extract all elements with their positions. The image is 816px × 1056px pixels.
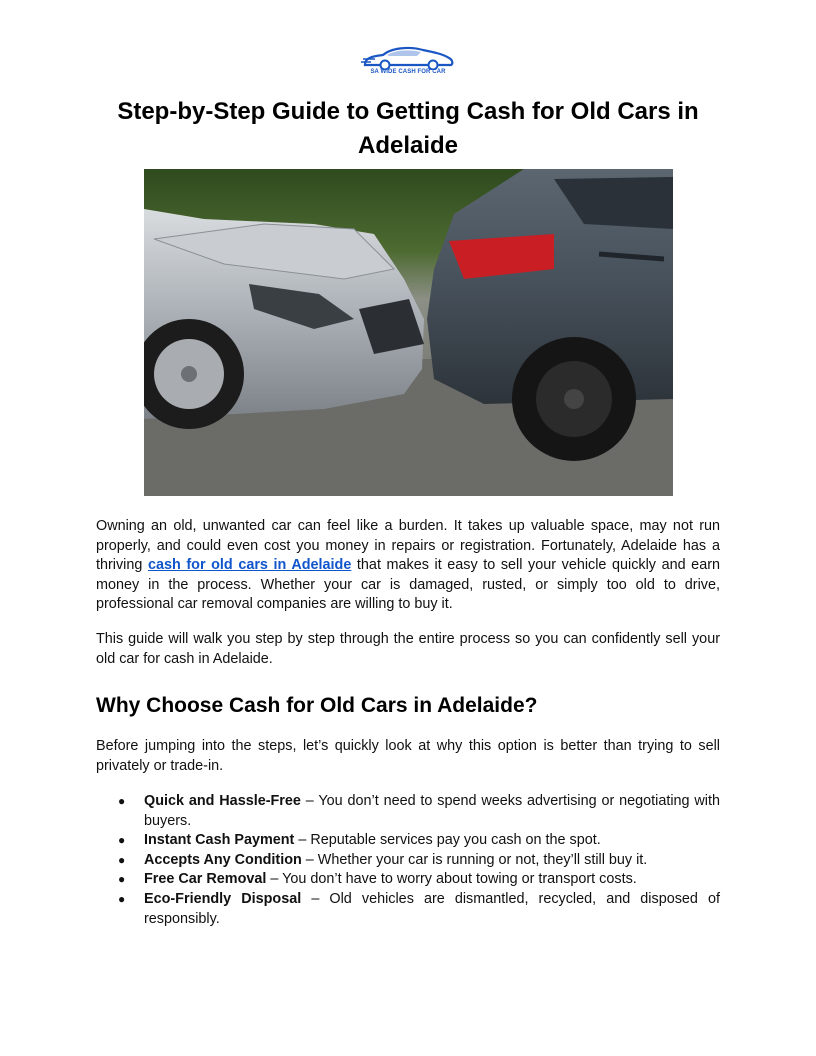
guide-paragraph: This guide will walk you step by step through the entire process so you can confidently sell your old car for cash in Adelaide. <box>96 631 720 667</box>
hero-image-crashed-cars <box>144 169 673 496</box>
intro-paragraph <box>96 517 720 615</box>
bullet-term: Free Car Removal <box>144 871 267 888</box>
intro-text-end: that makes it easy to sell your vehicle quickly and earn money in the process. Whether your car is damaged, rusted, or simply too old to drive, professional car removal companies are willing to buy it. <box>96 557 720 613</box>
bullet-term: Instant Cash Payment <box>144 832 295 849</box>
bullet-term: Eco-Friendly Disposal <box>144 890 302 907</box>
logo-text: SA WIDE CASH FOR CAR <box>370 69 446 75</box>
list-item <box>96 831 720 851</box>
bullet-icon: ● <box>118 852 126 867</box>
cash-for-old-cars-link[interactable]: cash for old cars in Adelaide <box>147 557 352 574</box>
list-item <box>96 870 720 890</box>
intro-text-start: Owning an old, unwanted car can feel like a burden. It takes up valuable space, may not run properly, and could even cost you money in repairs or registration. Fortunately, Adelaide has a thriving <box>96 518 720 574</box>
list-item <box>96 792 720 831</box>
company-logo <box>359 42 457 80</box>
bullet-text: – Old vehicles are dismantled, recycled, and disposed of responsibly. <box>144 890 720 927</box>
benefits-list <box>96 792 720 929</box>
list-item <box>96 851 720 871</box>
page-title: Step-by-Step Guide to Getting Cash for Old Cars in Adelaide <box>117 98 699 159</box>
list-item <box>96 890 720 929</box>
bullet-text: – Reputable services pay you cash on the spot. <box>294 832 601 849</box>
bullet-text: – Whether your car is running or not, they’ll still buy it. <box>301 851 648 868</box>
bullet-icon: ● <box>118 891 126 906</box>
bullet-icon: ● <box>118 833 126 848</box>
bullet-term: Quick and Hassle-Free <box>144 793 301 809</box>
bullet-text: – You don’t have to worry about towing or transport costs. <box>266 871 637 888</box>
car-logo-icon <box>359 42 457 70</box>
bullet-text: – You don’t need to spend weeks advertising or negotiating with buyers. <box>144 793 720 829</box>
section-heading: Why Choose Cash for Old Cars in Adelaide? <box>96 694 538 717</box>
bullet-icon: ● <box>118 794 126 808</box>
bullet-term: Accepts Any Condition <box>144 851 302 868</box>
section-intro: Before jumping into the steps, let’s quickly look at why this option is better than trying to sell privately or trade-in. <box>96 738 720 774</box>
bullet-icon: ● <box>118 872 126 887</box>
